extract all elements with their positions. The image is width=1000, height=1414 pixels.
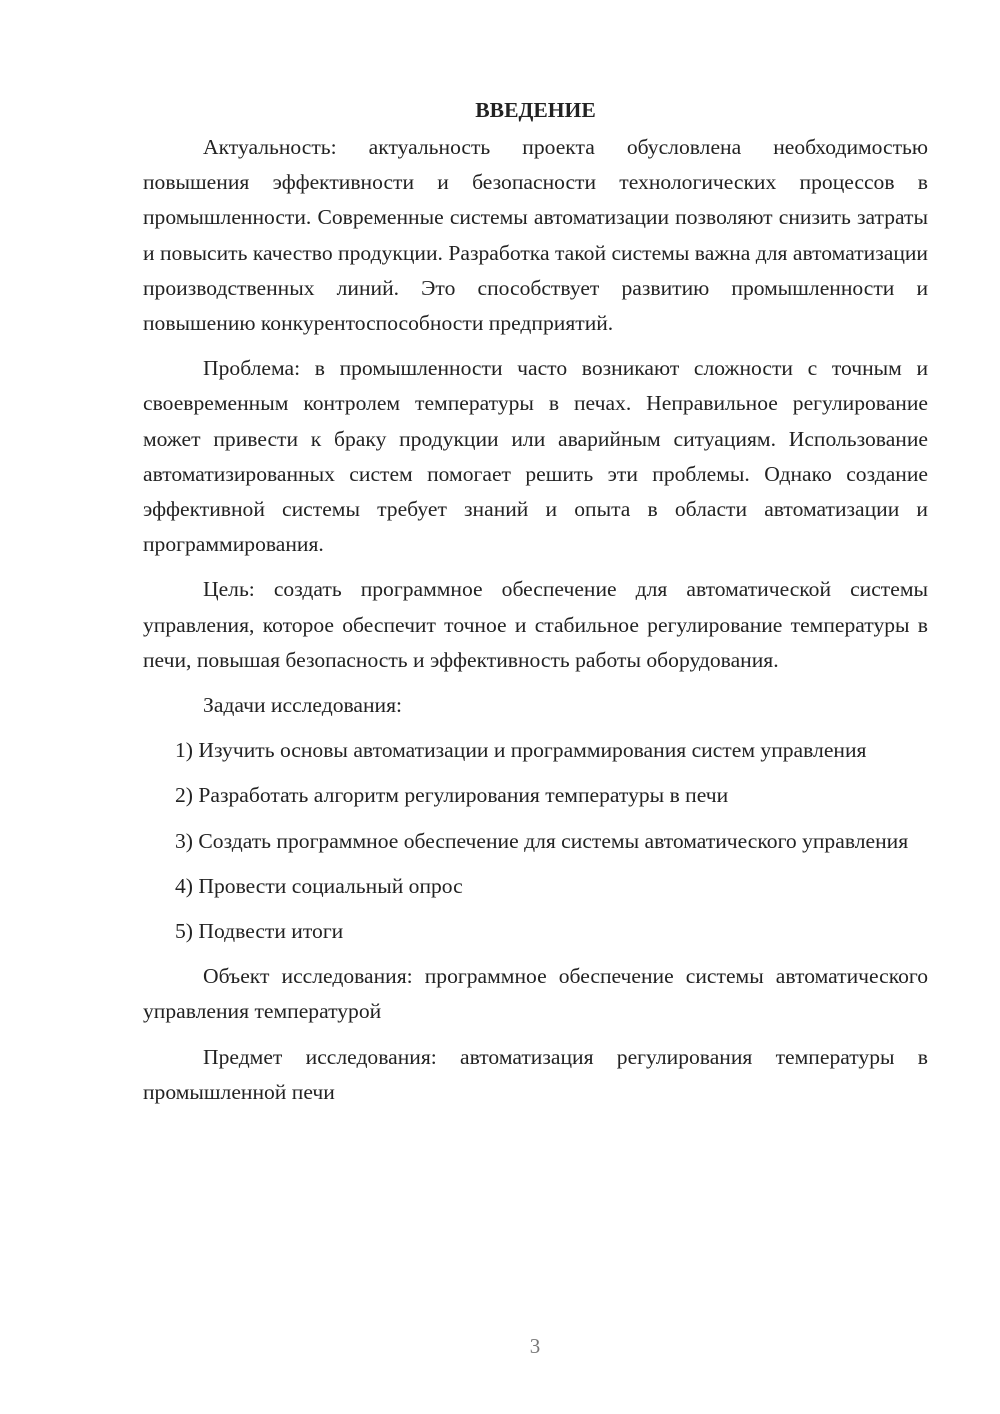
section-heading: ВВЕДЕНИЕ xyxy=(475,98,596,122)
task-item: 4) Провести социальный опрос xyxy=(175,873,463,898)
subject-paragraph: Предмет исследования: автоматизация регулирования температуры в промышленной печи xyxy=(143,1044,928,1104)
object-paragraph: Объект исследования: программное обеспечение системы автоматического управления температурой xyxy=(143,964,928,1024)
document-page xyxy=(143,96,928,1120)
page-number: 3 xyxy=(529,1334,541,1358)
problem-paragraph: Проблема: в промышленности часто возникают сложности с точным и своевременным контролем температуры в печах. Неправильное регулирование может привести к браку продукции или аварийным ситуациям. Использование автоматизированных систем помогает решить эти проблемы. Однако создание эффективной системы требует знаний и опыта в области автоматизации и программирования. xyxy=(143,356,928,557)
task-item: 5) Подвести итоги xyxy=(175,919,344,944)
tasks-title: Задачи исследования: xyxy=(203,693,403,718)
goal-paragraph: Цель: создать программное обеспечение для автоматической системы управления, которое обеспечит точное и стабильное регулирование температуры в печи, повышая безопасность и эффективность работы оборудования. xyxy=(143,577,928,672)
task-item: 2) Разработать алгоритм регулирования температуры в печи xyxy=(175,783,729,808)
task-item: 3) Создать программное обеспечение для системы автоматического управления xyxy=(175,828,909,853)
relevance-paragraph: Актуальность: актуальность проекта обусловлена необходимостью повышения эффективности и безопасности технологических процессов в промышленности. Современные системы автоматизации позволяют снизить затраты и повысить качество продукции. Разработка такой системы важна для автоматизации производственных линий. Это способствует развитию промышленности и повышению конкурентоспособности предприятий. xyxy=(143,135,928,336)
task-item: 1) Изучить основы автоматизации и программирования систем управления xyxy=(175,738,867,763)
